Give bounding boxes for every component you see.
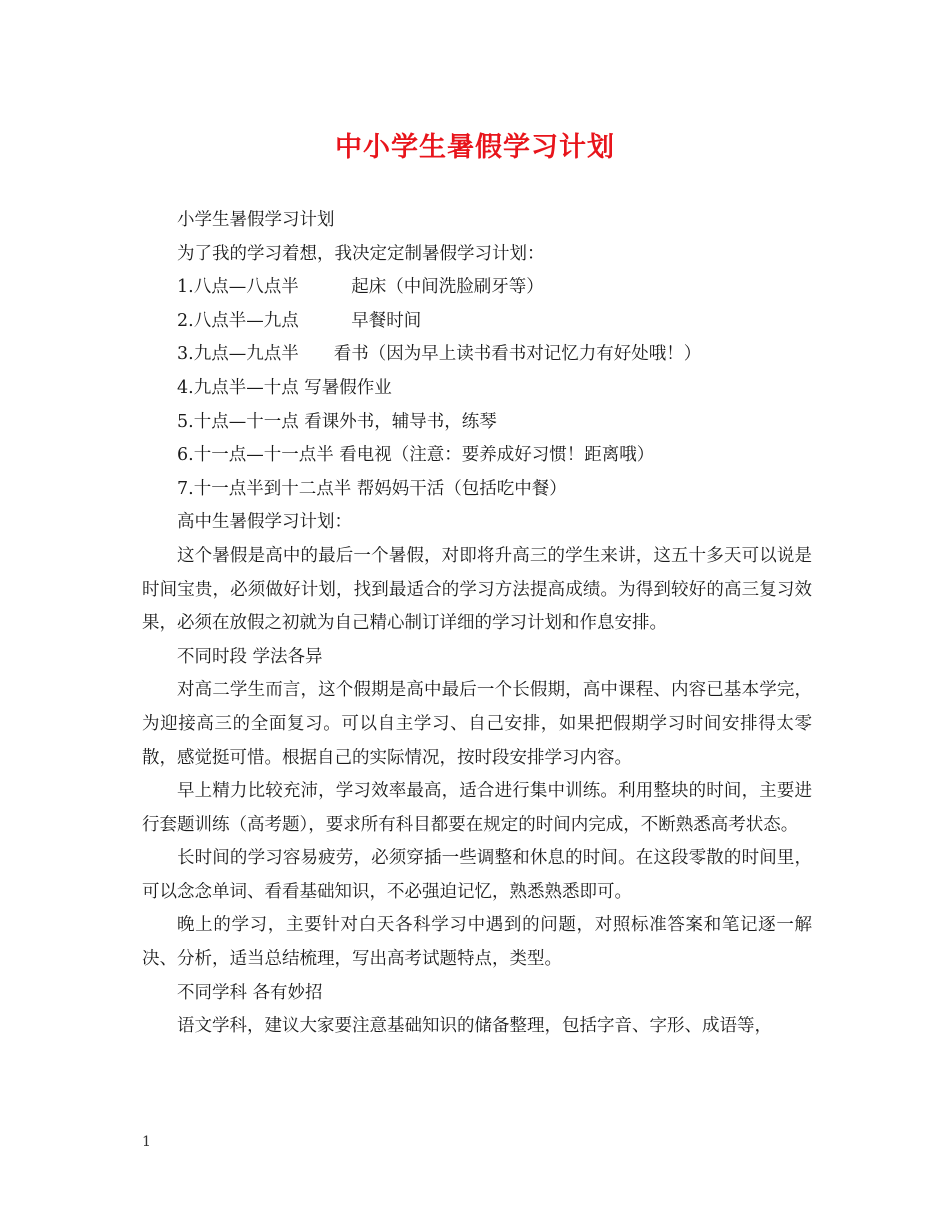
paragraph: 长时间的学习容易疲劳，必须穿插一些调整和休息的时间。在这段零散的时间里，可以念念单词、看看基础知识，不必强迫记忆，熟悉熟悉即可。 [142, 848, 812, 902]
schedule-item: 4.九点半—十点 写暑假作业 [177, 377, 392, 398]
paragraph: 早上精力比较充沛，学习效率最高，适合进行集中训练。利用整块的时间，主要进行套题训练（高考题），要求所有科目都要在规定的时间内完成，不断熟悉高考状态。 [142, 781, 812, 835]
section-heading: 不同时段 学法各异 [177, 646, 323, 667]
schedule-item: 1.八点—八点半 起床（中间洗脸刷牙等） [177, 277, 544, 298]
schedule-item: 5.十点—十一点 看课外书，辅导书，练琴 [177, 411, 497, 432]
schedule-item: 2.八点半—九点 早餐时间 [177, 310, 422, 331]
document-title: 中小学生暑假学习计划 [335, 132, 615, 163]
page-number: 1 [142, 1134, 151, 1150]
paragraph: 为了我的学习着想，我决定定制暑假学习计划： [177, 243, 545, 264]
paragraph: 语文学科，建议大家要注意基础知识的储备整理，包括字音、字形、成语等， [177, 1016, 772, 1037]
schedule-item: 7.十一点半到十二点半 帮妈妈干活（包括吃中餐） [177, 478, 567, 499]
paragraph: 小学生暑假学习计划 [177, 210, 335, 230]
section-heading: 不同学科 各有妙招 [177, 982, 323, 1003]
section-heading: 高中生暑假学习计划： [177, 512, 352, 533]
schedule-item: 3.九点—九点半 看书（因为早上读书看书对记忆力有好处哦！） [177, 344, 702, 365]
paragraph: 对高二学生而言，这个假期是高中最后一个长假期，高中课程、内容已基本学完，为迎接高三的全面复习。可以自主学习、自己安排，如果把假期学习时间安排得太零散，感觉挺可惜。根据自己的实际情况，按时段安排学习内容。 [142, 680, 812, 768]
paragraph: 晚上的学习，主要针对白天各科学习中遇到的问题，对照标准答案和笔记逐一解决、分析，适当总结梳理，写出高考试题特点，类型。 [142, 915, 812, 970]
paragraph: 这个暑假是高中的最后一个暑假，对即将升高三的学生来讲，这五十多天可以说是时间宝贵，必须做好计划，找到最适合的学习方法提高成绩。为得到较好的高三复习效果，必须在放假之初就为自己精心制订详细的学习计划和作息安排。 [142, 545, 812, 634]
schedule-item: 6.十一点—十一点半 看电视（注意：要养成好习惯！距离哦） [177, 445, 655, 466]
document-body [142, 204, 812, 1044]
